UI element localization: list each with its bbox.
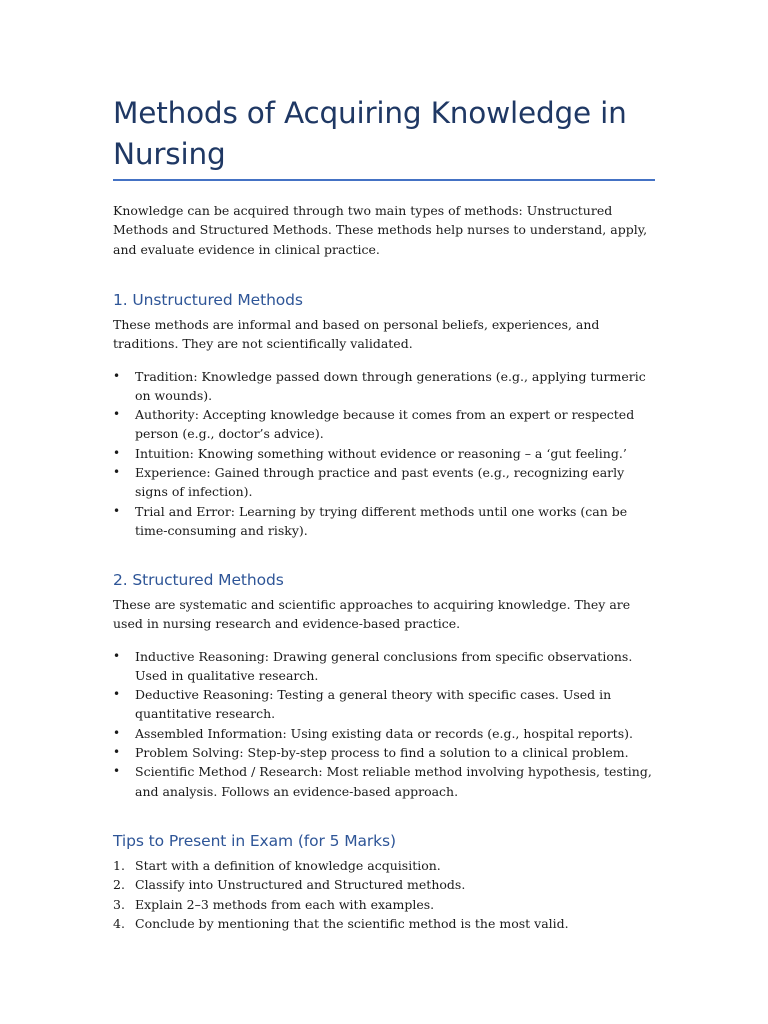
section-description: These are systematic and scientific approaches to acquiring knowledge. They are used in nursing research and evidence-based practice.: [113, 597, 631, 632]
list-item-text: Classify into Unstructured and Structured methods.: [135, 877, 466, 893]
list-item-text: Assembled Information: Using existing data or records (e.g., hospital reports).: [135, 725, 633, 741]
bullet-icon: •: [113, 764, 121, 779]
list-item-text: Inductive Reasoning: Drawing general conclusions from specific observations. Used in qualitative research.: [135, 648, 633, 683]
list-number: 3.: [113, 896, 125, 912]
list-item: [113, 502, 655, 541]
bullet-icon: •: [113, 465, 121, 480]
list-item-text: Scientific Method / Research: Most reliable method involving hypothesis, testing, and analysis. Follows an evidence-based approach.: [135, 764, 652, 799]
numbered-list: [113, 856, 655, 933]
list-item-text: Start with a definition of knowledge acquisition.: [135, 858, 441, 873]
unstructured-methods-section: [113, 290, 655, 540]
list-item: [113, 685, 655, 724]
list-item: [113, 444, 655, 463]
bullet-icon: •: [113, 745, 121, 760]
list-item: [113, 875, 655, 894]
list-item-text: Authority: Accepting knowledge because it comes from an expert or respected person (e.g., doctor’s advice).: [135, 407, 635, 442]
list-item-text: Explain 2–3 methods from each with examples.: [135, 896, 435, 912]
intro-paragraph: Knowledge can be acquired through two main types of methods: Unstructured Methods and Structured Methods. These methods help nurses to understand, apply, and evaluate evidence in clinical practice.: [113, 203, 648, 257]
list-number: 4.: [113, 915, 125, 931]
section-description: These methods are informal and based on personal beliefs, experiences, and traditions. They are not scientifically validated.: [113, 317, 600, 352]
list-item-text: Conclude by mentioning that the scientific method is the most valid.: [135, 915, 569, 931]
bullet-icon: •: [113, 648, 121, 663]
bullet-icon: •: [113, 445, 121, 460]
bullet-icon: •: [113, 368, 121, 383]
list-item: [113, 724, 655, 743]
section-heading: Tips to Present in Exam (for 5 Marks): [113, 832, 396, 850]
list-item-text: Experience: Gained through practice and past events (e.g., recognizing early signs of infection).: [135, 465, 625, 500]
list-item: [113, 405, 655, 444]
document-title: Methods of Acquiring Knowledge in Nursing: [113, 96, 627, 171]
bullet-icon: •: [113, 725, 121, 740]
list-item: [113, 743, 655, 762]
bullet-list: [113, 647, 655, 801]
list-item: [113, 647, 655, 686]
bullet-list: [113, 367, 655, 541]
structured-methods-section: [113, 570, 655, 801]
list-number: 2.: [113, 877, 125, 893]
list-item: [113, 856, 655, 875]
title-divider: [113, 179, 655, 181]
section-heading: 1. Unstructured Methods: [113, 291, 303, 309]
bullet-icon: •: [113, 687, 121, 702]
list-item: [113, 895, 655, 914]
list-item-text: Trial and Error: Learning by trying different methods until one works (can be time-consuming and risky).: [135, 503, 628, 538]
bullet-icon: •: [113, 503, 121, 518]
exam-tips-section: [113, 831, 655, 933]
list-item-text: Tradition: Knowledge passed down through generations (e.g., applying turmeric on wounds).: [135, 368, 646, 403]
list-item: [113, 762, 655, 801]
bullet-icon: •: [113, 407, 121, 422]
list-item-text: Problem Solving: Step-by-step process to find a solution to a clinical problem.: [135, 745, 629, 761]
list-item: [113, 463, 655, 502]
list-item: [113, 367, 655, 406]
list-item-text: Intuition: Knowing something without evidence or reasoning – a ‘gut feeling.’: [135, 445, 627, 461]
section-heading: 2. Structured Methods: [113, 571, 284, 589]
list-number: 1.: [113, 858, 125, 873]
list-item: [113, 914, 655, 933]
list-item-text: Deductive Reasoning: Testing a general theory with specific cases. Used in quantitative research.: [135, 687, 612, 722]
